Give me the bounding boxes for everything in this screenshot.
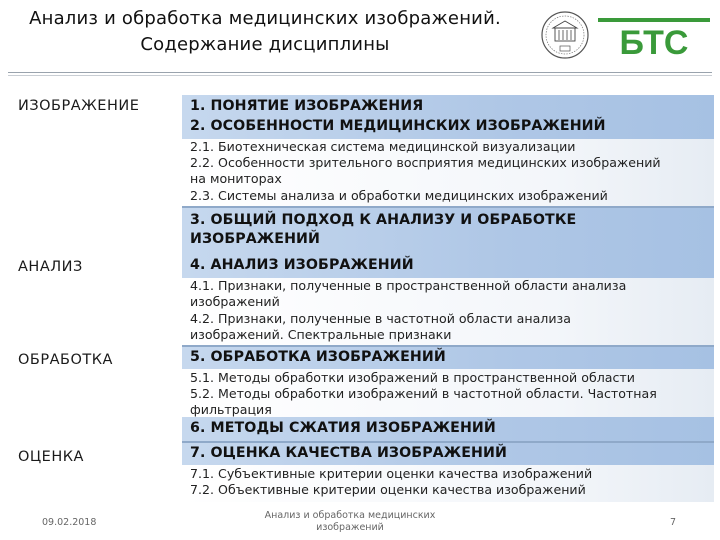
section-label-processing: ОБРАБОТКА [18, 352, 113, 368]
header-divider-secondary [8, 75, 712, 76]
subtopic-5-2-cont: фильтрация [190, 402, 272, 417]
slide-title [0, 6, 530, 58]
subtopic-4-2-cont: изображений. Спектральные признаки [190, 327, 452, 342]
subtopic-7-1: 7.1. Субъективные критерии оценки качества изображений [190, 466, 593, 481]
topic-1: 1. ПОНЯТИЕ ИЗОБРАЖЕНИЯ [190, 98, 424, 114]
section-label-analysis: АНАЛИЗ [18, 259, 83, 275]
subtopic-4-1: 4.1. Признаки, полученные в пространственной области анализа [190, 278, 627, 293]
header-divider [8, 72, 712, 73]
section-label-image: ИЗОБРАЖЕНИЕ [18, 98, 140, 114]
topic-2: 2. ОСОБЕННОСТИ МЕДИЦИНСКИХ ИЗОБРАЖЕНИЙ [190, 118, 606, 134]
topic-3-cont: ИЗОБРАЖЕНИЙ [190, 231, 320, 247]
svg-text:БТС: БТС [619, 24, 689, 58]
bts-logo [598, 14, 710, 58]
subtopic-2-2: 2.2. Особенности зрительного восприятия медицинских изображений [190, 155, 661, 170]
topic-4: 4. АНАЛИЗ ИЗОБРАЖЕНИЙ [190, 257, 414, 273]
university-emblem-icon [540, 8, 590, 62]
title-line-1: Анализ и обработка медицинских изображений. [29, 8, 501, 29]
title-line-2: Содержание дисциплины [140, 34, 390, 55]
subtopic-5-2: 5.2. Методы обработки изображений в частотной области. Частотная [190, 386, 657, 401]
subtopic-7-2: 7.2. Объективные критерии оценки качества изображений [190, 482, 586, 497]
topic-6: 6. МЕТОДЫ СЖАТИЯ ИЗОБРАЖЕНИЙ [190, 420, 496, 436]
footer-date: 09.02.2018 [42, 517, 97, 528]
subtopic-2-3: 2.3. Системы анализа и обработки медицинских изображений [190, 188, 608, 203]
footer-course-title-line-2: изображений [316, 522, 384, 533]
subtopic-5-1: 5.1. Методы обработки изображений в пространственной области [190, 370, 635, 385]
subtopic-4-1-cont: изображений [190, 294, 280, 309]
topic-3: 3. ОБЩИЙ ПОДХОД К АНАЛИЗУ И ОБРАБОТКЕ [190, 212, 577, 228]
page-number: 7 [670, 517, 677, 528]
subtopic-2-1: 2.1. Биотехническая система медицинской визуализации [190, 139, 576, 154]
section-label-evaluation: ОЦЕНКА [18, 449, 84, 465]
footer-course-title-line-1: Анализ и обработка медицинских [264, 510, 436, 521]
footer-course-title [250, 510, 450, 534]
topic-7: 7. ОЦЕНКА КАЧЕСТВА ИЗОБРАЖЕНИЙ [190, 445, 507, 461]
subtopic-2-2-cont: на мониторах [190, 171, 282, 186]
topic-5: 5. ОБРАБОТКА ИЗОБРАЖЕНИЙ [190, 349, 446, 365]
subtopic-4-2: 4.2. Признаки, полученные в частотной области анализа [190, 311, 571, 326]
